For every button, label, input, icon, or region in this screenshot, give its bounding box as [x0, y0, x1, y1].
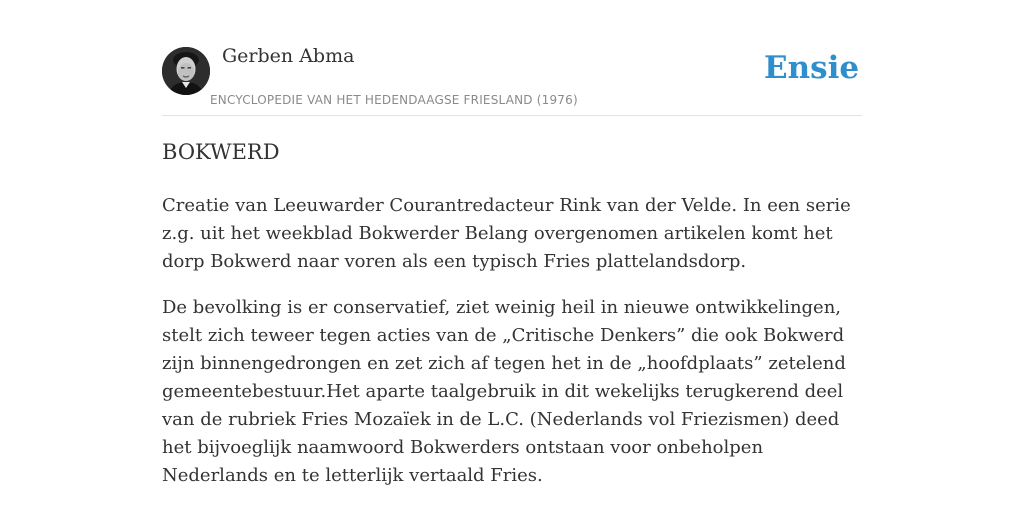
entry-body	[162, 192, 868, 508]
entry-title: BOKWERD	[162, 140, 280, 164]
body-paragraph: De bevolking is er conservatief, ziet weinig heil in nieuwe ontwikkelingen, stelt zich teweer tegen acties van de „Critische Denkers” die ook Bokwerd zijn binnengedrongen en zet zich af tegen het in de „hoofdplaats” zetelend gemeentebestuur.Het aparte taalgebruik in dit wekelijks terugkerend deel van de rubriek Fries Mozaïek in de L.C. (Nederlands vol Friezismen) deed het bijvoeglijk naamwoord Bokwerders ontstaan voor onbeholpen Nederlands en te letterlijk vertaald Fries.	[162, 297, 846, 486]
header-divider	[162, 115, 862, 116]
ensie-logo[interactable]: Ensie	[764, 50, 860, 86]
author-portrait-icon	[162, 47, 210, 95]
author-name[interactable]: Gerben Abma	[222, 45, 355, 67]
author-avatar[interactable]	[162, 47, 210, 95]
body-paragraph: Creatie van Leeuwarder Courantredacteur Rink van der Velde. In een serie z.g. uit het weekblad Bokwerder Belang overgenomen artikelen komt het dorp Bokwerd naar voren als een typisch Fries plattelandsdorp.	[162, 195, 851, 272]
source-label: ENCYCLOPEDIE VAN HET HEDENDAAGSE FRIESLAND (1976)	[210, 93, 578, 107]
